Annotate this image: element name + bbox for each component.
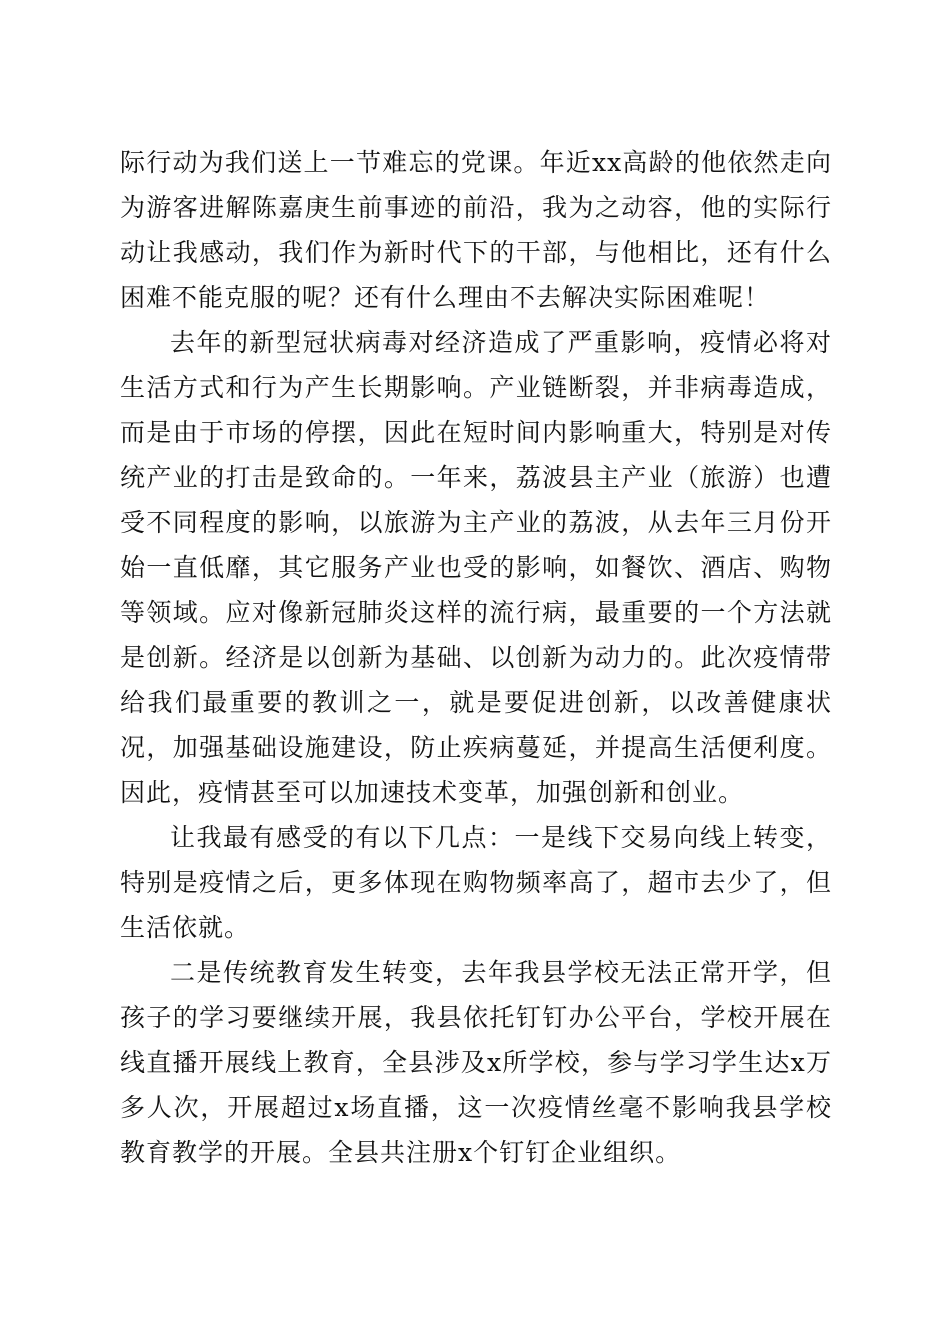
paragraph-1: 际行动为我们送上一节难忘的党课。年近xx高龄的他依然走向为游客进解陈嘉庚生前事迹的前沿，我为之动容，他的实际行动让我感动，我们作为新时代下的干部，与他相比，还有什么困难不能克服的呢？还有什么理由不去解决实际困难呢！ (120, 148, 832, 312)
paragraph-4: 二是传统教育发生转变，去年我县学校无法正常开学，但孩子的学习要继续开展，我县依托钉钉办公平台，学校开展在线直播开展线上教育，全县涉及x所学校，参与学习学生达x万多人次，开展超过x场直播，这一次疫情丝毫不影响我县学校教育教学的开展。全县共注册x个钉钉企业组织。 (120, 958, 832, 1167)
body-text (120, 140, 832, 1175)
paragraph-3: 让我最有感受的有以下几点：一是线下交易向线上转变，特别是疫情之后，更多体现在购物频率高了，超市去少了，但生活依就。 (120, 823, 832, 942)
paragraph-2: 去年的新型冠状病毒对经济造成了严重影响，疫情必将对生活方式和行为产生长期影响。产业链断裂，并非病毒造成，而是由于市场的停摆，因此在短时间内影响重大，特别是对传统产业的打击是致命的。一年来，荔波县主产业（旅游）也遭受不同程度的影响，以旅游为主产业的荔波，从去年三月份开始一直低靡，其它服务产业也受的影响，如餐饮、酒店、购物等领域。应对像新冠肺炎这样的流行病，最重要的一个方法就是创新。经济是以创新为基础、以创新为动力的。此次疫情带给我们最重要的教训之一，就是要促进创新，以改善健康状况，加强基础设施建设，防止疾病蔓延，并提高生活便利度。因此，疫情甚至可以加速技术变革，加强创新和创业。 (120, 328, 832, 807)
